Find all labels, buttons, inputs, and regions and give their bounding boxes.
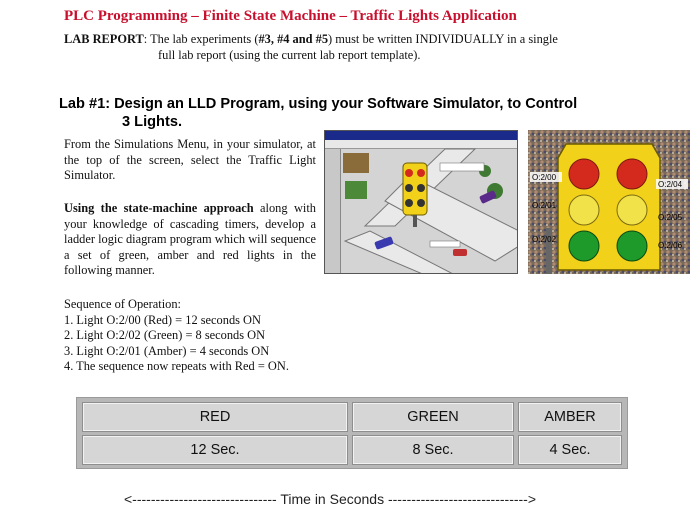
instructions-paragraph: From the Simulations Menu, in your simulator, at the top of the screen, select the Traffic Light Simulator. (64, 137, 316, 182)
label-o205: O:2/05 (658, 213, 683, 222)
report-text-1: : The lab experiments ( (143, 32, 259, 46)
traffic-light-drawing (528, 130, 690, 274)
table-value-red: 12 Sec. (83, 436, 347, 464)
table-header-amber: AMBER (519, 403, 621, 431)
sequence-step: 1. Light O:2/00 (Red) = 12 seconds ON (64, 312, 261, 327)
report-experiments: #3, #4 and #5 (258, 32, 329, 46)
approach-paragraph (64, 201, 316, 279)
label-o204: O:2/04 (658, 180, 683, 189)
table-header-green: GREEN (353, 403, 513, 431)
approach-bold: Using the state-machine approach (64, 201, 254, 215)
table-header-red: RED (83, 403, 347, 431)
approach-rest: along with your knowledge of cascading timers, develop a ladder logic diagram program which will sequence a set of green, amber and red lights in the following manner. (64, 201, 316, 277)
document-title: PLC Programming – Finite State Machine – Traffic Lights Application (64, 8, 517, 24)
sequence-heading: Sequence of Operation: (64, 297, 181, 311)
sequence-step: 4. The sequence now repeats with Red = ON. (64, 359, 289, 374)
report-line-2: full lab report (using the current lab report template). (158, 48, 421, 62)
label-o202: O:2/02 (532, 235, 557, 244)
lab-heading (59, 95, 659, 131)
table-value-green: 8 Sec. (353, 436, 513, 464)
label-o201: O:2/01 (532, 201, 557, 210)
sequence-of-operation (64, 297, 334, 375)
traffic-light-photo (528, 130, 690, 274)
sequence-step: 3. Light O:2/01 (Amber) = 4 seconds ON (64, 343, 270, 358)
report-text-2: ) must be written INDIVIDUALLY in a single (328, 32, 558, 46)
report-label: LAB REPORT (64, 32, 144, 46)
timing-table (76, 397, 628, 469)
table-value-amber: 4 Sec. (519, 436, 621, 464)
simulator-screenshot (324, 130, 518, 274)
lab-heading-line2: 3 Lights. (122, 114, 182, 130)
intersection-drawing (325, 131, 518, 274)
timeline-caption: <------------------------------- Time in Seconds ------------------------------> (124, 491, 537, 507)
label-o206: O:2/06 (658, 241, 683, 250)
lab-report-note (64, 31, 644, 63)
label-o200: O:2/00 (532, 173, 557, 182)
lab-heading-line1: Lab #1: Design an LLD Program, using your Software Simulator, to Control (59, 96, 578, 112)
sequence-step: 2. Light O:2/02 (Green) = 8 seconds ON (64, 328, 266, 343)
